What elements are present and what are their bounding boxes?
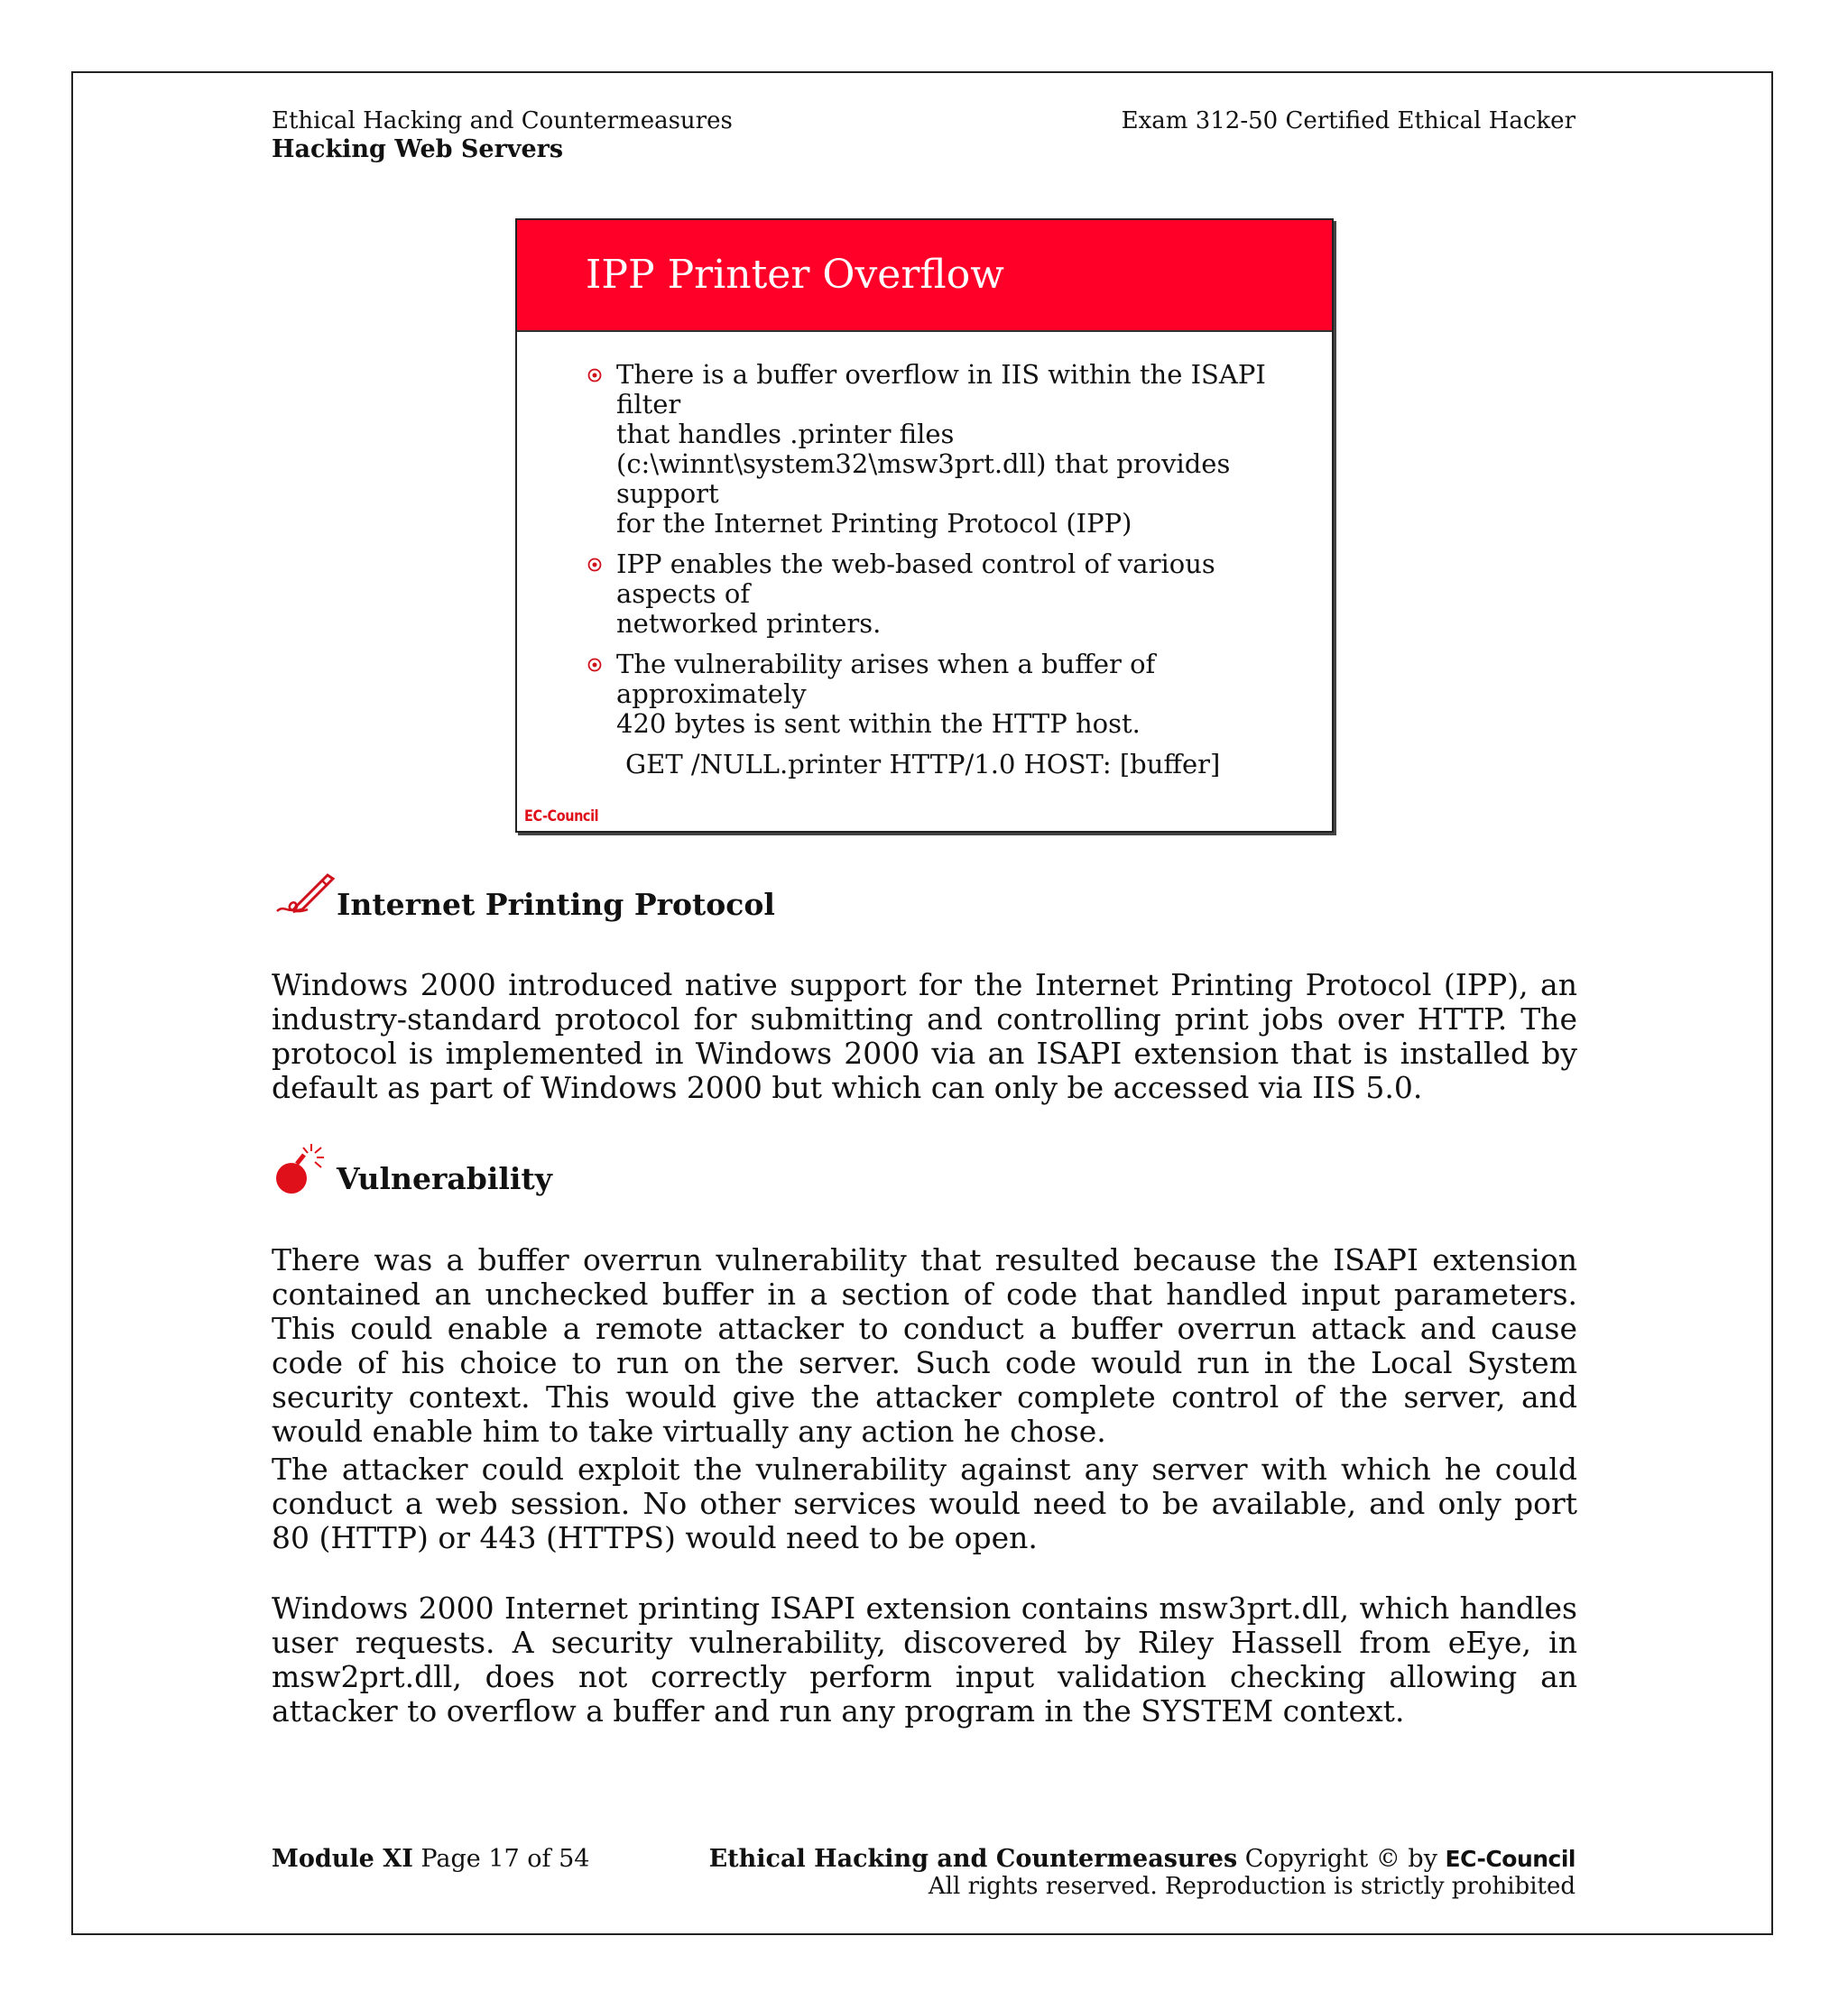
bullet-target-icon [587, 368, 602, 383]
slide-bullet [586, 549, 1307, 639]
module-title: Hacking Web Servers [272, 135, 564, 163]
bullet-line: networked printers. [616, 608, 882, 639]
slide-code-line: GET /NULL.printer HTTP/1.0 HOST: [buffer] [625, 749, 1221, 779]
ipp-paragraph: Windows 2000 introduced native support for the Internet Printing Protocol (IPP), an industry-standard protocol for submitting and controlling print jobs over HTTP. The protocol is implemented in Windows 2000 via an ISAPI extension that is installed by default as part of Windows 2000 but which can only be accessed via IIS 5.0. [272, 967, 1577, 1105]
footer-module: Module XI [272, 1845, 413, 1873]
bullet-line: IPP enables the web-based control of various aspects of [616, 549, 1215, 609]
bullet-line: (c:\winnt\system32\msw3prt.dll) that provides support [616, 448, 1231, 509]
slide-body [586, 360, 1307, 779]
bullet-target-icon [587, 558, 602, 572]
exam-title: Exam 312-50 Certified Ethical Hacker [1121, 107, 1575, 134]
footer-copyright [709, 1845, 1575, 1901]
ec-council-logo: EC-Council [524, 807, 599, 825]
course-title: Ethical Hacking and Countermeasures [272, 107, 733, 134]
footer-course: Ethical Hacking and Countermeasures [708, 1845, 1238, 1873]
footer-brand: EC-Council [1445, 1846, 1575, 1872]
vulnerability-paragraph: There was a buffer overrun vulnerability that resulted because the ISAPI extension contained an unchecked buffer in a section of code that handled input parameters. This could enable a remote attacker to conduct a buffer overrun attack and cause code of his choice to run on the server. Such code would run in the Local System security context. This would give the attacker complete control of the server, and would enable him to take virtually any action he chose. [272, 1242, 1577, 1449]
bullet-line: The vulnerability arises when a buffer of approximately [616, 649, 1156, 709]
footer-page-info [272, 1845, 589, 1873]
ipp-section-heading [272, 868, 775, 922]
page-header-left [272, 107, 733, 163]
bullet-line: 420 bytes is sent within the HTTP host. [616, 708, 1141, 739]
vulnerability-paragraph: The attacker could exploit the vulnerability against any server with which he could conduct a web session. No other services would need to be available, and only port 80 (HTTP) or 443 (HTTPS) would need to be open. [272, 1452, 1577, 1555]
pen-writing-icon [272, 868, 337, 922]
vulnerability-paragraph: Windows 2000 Internet printing ISAPI extension contains msw3prt.dll, which handles user requests. A security vulnerability, discovered by Riley Hassell from eEye, in msw2prt.dll, does not correctly perform input validation checking allowing an attacker to overflow a buffer and run any program in the SYSTEM context. [272, 1590, 1577, 1729]
slide-figure [515, 218, 1334, 833]
slide-bullet [586, 360, 1307, 539]
slide-bullet [586, 650, 1307, 739]
slide-title-bar [517, 220, 1332, 332]
bullet-line: for the Internet Printing Protocol (IPP) [616, 508, 1132, 539]
ipp-heading-text: Internet Printing Protocol [337, 887, 775, 922]
bullet-line: There is a buffer overflow in IIS within the ISAPI filter [616, 359, 1266, 420]
bomb-icon [272, 1142, 337, 1196]
footer-copyright-text: Copyright © by [1244, 1845, 1437, 1873]
slide-title: IPP Printer Overflow [586, 252, 1004, 298]
bullet-target-icon [587, 658, 602, 672]
footer-rights: All rights reserved. Reproduction is strictly prohibited [928, 1873, 1575, 1900]
footer-page-number: Page 17 of 54 [420, 1845, 590, 1873]
vulnerability-section-heading [272, 1142, 552, 1196]
bullet-line: that handles .printer files [616, 419, 955, 449]
vulnerability-heading-text: Vulnerability [337, 1161, 552, 1196]
